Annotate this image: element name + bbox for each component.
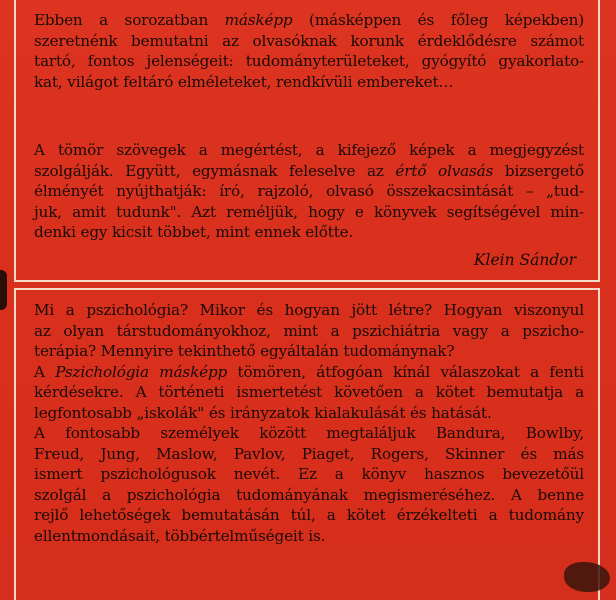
text-line: denki egy kicsit többet, mint ennek előtte. [34,223,354,241]
text-line: szolgálják. Együtt, egymásnak feleselve az értő olvasás bizsergető [34,161,584,180]
corner-blotch [564,562,610,592]
series-intro-paragraph [34,10,584,92]
text-line: szolgál a pszichológia tudományának megismeréséhez. A benne [34,485,584,504]
text-line: tartó, fontos jelenségeit: tudományterületeket, gyógyító gyakorlato- [34,52,584,70]
text-line: ismert pszichológusok nevét. Ez a könyv hasznos bevezetőül [34,465,584,483]
text-line: kat, világot feltáró elméleteket, rendkívüli embereket… [34,72,454,91]
text-line: Ebben a sorozatban másképp (másképpen és főleg képekben) [34,11,584,29]
paper-speckle [300,470,303,473]
paper-speckle [420,210,422,212]
text-line: A Pszichológia másképp tömören, átfogóan kínál válaszokat a fenti [34,362,585,381]
text-line: A fontosabb személyek között megtaláljuk Bandura, Bowlby, [34,424,584,442]
page-edge-mark [0,270,7,310]
text-line: Mi a pszichológia? Mikor és hogyan jött létre? Hogyan viszonyul [34,301,584,319]
paper-speckle [120,60,123,63]
text-line: élményét nyújthatják: író, rajzoló, olvasó összekacsintását – „tud- [34,182,584,200]
text-line: Freud, Jung, Maslow, Pavlov, Piaget, Rogers, Skinner és más [34,444,584,463]
text-line: rejlő lehetőségek bemutatásán túl, a kötet érzékelteti a tudomány [34,506,584,524]
emphasis-text: értő olvasás [395,161,494,180]
text-line: A tömör szövegek a megértést, a kifejező képek a megjegyzést [34,141,584,159]
text-line: szeretnénk bemutatni az olvasóknak korunk érdeklődésre számot [34,31,584,50]
emphasis-text: másképp [224,11,293,29]
text-line: kérdésekre. A történeti ismertetést követően a kötet bemutatja a [34,383,584,401]
text-line: ellentmondásait, többértelműségeit is. [34,526,326,545]
book-description-paragraph [34,300,584,546]
book-title: Pszichológia másképp [55,362,228,381]
author-signature: Klein Sándor [473,251,576,269]
text-line: az olyan társtudományokhoz, mint a pszichiátria vagy a pszicho- [34,321,584,340]
text-line: legfontosabb „iskolák" és irányzatok kialakulását és hatását. [34,403,492,422]
reading-experience-paragraph [34,140,584,243]
text-line: terápia? Mennyire tekinthető egyáltalán tudománynak? [34,342,455,360]
text-line: juk, amit tudunk". Azt reméljük, hogy e könyvek segítségével min- [34,202,584,221]
